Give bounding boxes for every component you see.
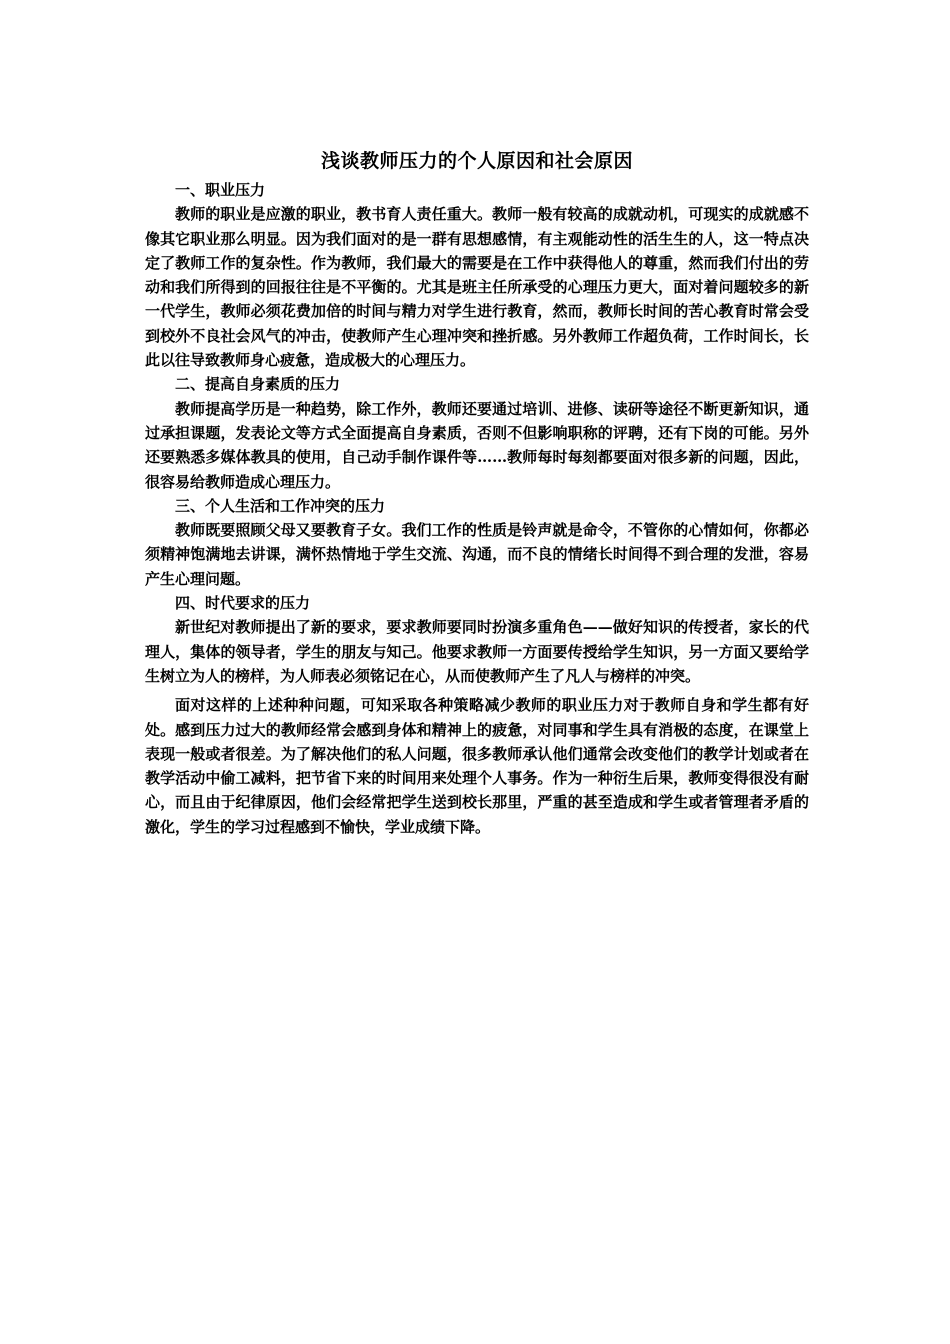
section-life-work-conflict-pressure <box>145 494 809 591</box>
section-paragraph: 教师既要照顾父母又要教育子女。我们工作的性质是铃声就是命令，不管你的心情如何，你都必须精神饱满地去讲课，满怀热情地于学生交流、沟通，而不良的情绪长时间得不到合理的发泄，容易产生心理问题。 <box>145 521 809 588</box>
section-heading: 四、时代要求的压力 <box>175 594 311 613</box>
section-era-demand-pressure <box>145 591 809 688</box>
closing-paragraph: 面对这样的上述种种问题，可知采取各种策略减少教师的职业压力对于教师自身和学生都有好处。感到压力过大的教师经常会感到身体和精神上的疲惫，对同事和学生具有消极的态度，在课堂上表现一般或者很差。为了解决他们的私人问题，很多教师承认他们通常会改变他们的教学计划或者在教学活动中偷工减料，把节省下来的时间用来处理个人事务。作为一种衍生后果，教师变得很没有耐心，而且由于纪律原因，他们会经常把学生送到校长那里，严重的甚至造成和学生或者管理者矛盾的激化，学生的学习过程感到不愉快，学业成绩下降。 <box>145 696 809 836</box>
section-self-improvement-pressure <box>145 372 809 493</box>
section-paragraph: 教师提高学历是一种趋势，除工作外，教师还要通过培训、进修、读研等途径不断更新知识，通过承担课题，发表论文等方式全面提高自身素质，否则不但影响职称的评聘，还有下岗的可能。另外还要熟悉多媒体教具的使用，自己动手制作课件等……教师每时每刻都要面对很多新的问题，因此，很容易给教师造成心理压力。 <box>145 399 809 491</box>
section-heading: 三、个人生活和工作冲突的压力 <box>175 496 386 515</box>
section-heading: 二、提高自身素质的压力 <box>175 375 341 394</box>
section-heading: 一、职业压力 <box>175 181 266 199</box>
section-paragraph: 教师的职业是应激的职业，教书育人责任重大。教师一般有较高的成就动机，可现实的成就感不像其它职业那么明显。因为我们面对的是一群有思想感情，有主观能动性的活生生的人，这一特点决定了教师工作的复杂性。作为教师，我们最大的需要是在工作中获得他人的尊重，然而我们付出的劳动和我们所得到的回报往往是不平衡的。尤其是班主任所承受的心理压力更大，面对着问题较多的新一代学生，教师必须花费加倍的时间与精力对学生进行教育，然而，教师长时间的苦心教育时常会受到校外不良社会风气的冲击，使教师产生心理冲突和挫折感。另外教师工作超负荷，工作时间长，长此以往导致教师身心疲惫，造成极大的心理压力。 <box>145 205 809 370</box>
document-title: 浅谈教师压力的个人原因和社会原因 <box>320 150 633 172</box>
section-occupational-pressure <box>145 178 809 372</box>
document-body <box>145 146 809 839</box>
section-paragraph: 新世纪对教师提出了新的要求，要求教师要同时扮演多重角色——做好知识的传授者，家长的代理人，集体的领导者，学生的朋友与知己。他要求教师一方面要传授给学生知识，另一方面又要给学生树立为人的榜样，为人师表必须铭记在心，从而使教师产生了凡人与榜样的冲突。 <box>145 618 809 685</box>
